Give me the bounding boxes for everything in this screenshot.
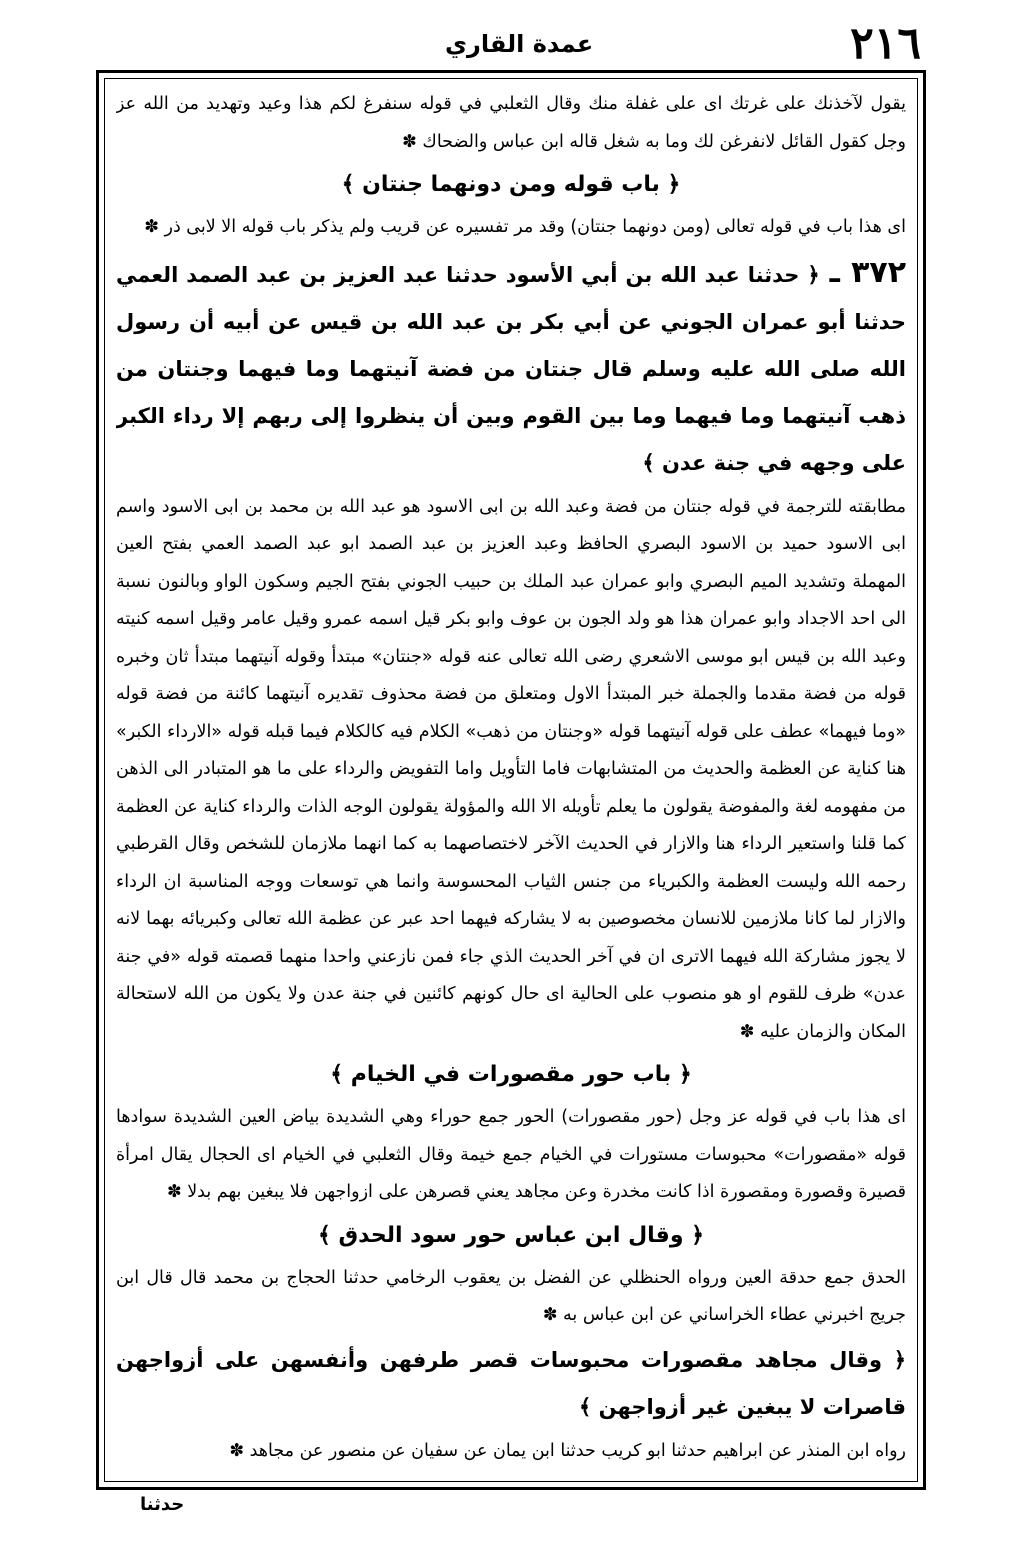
paragraph-commentary-4: اى هذا باب في قوله عز وجل (حور مقصورات) الحور جمع حوراء وهي الشديدة بياض العين الشديدة سوادها قوله «مقصورات» محبوسات مستورات في الخيام جمع خيمة وقال الثعلبي في الخيام اى الحجال يقال امرأة قصيرة وقصورة ومقصورة اذا كانت مخدرة وعن مجاهد يعني قصرهن على ازواجهن فلا يبغين بهم بدلا ✽	[116, 1107, 906, 1202]
running-title: عمدة القاري	[445, 30, 594, 58]
hadith-number: ٣٧٢ ـ	[829, 254, 906, 290]
page-header	[95, 18, 925, 68]
hadith-text-2: ﴿ وقال مجاهد مقصورات محبوسات قصر طرفهن وأنفسهن على أزواجهن قاصرات لا يبغين غير أزواجهن ﴾	[116, 1347, 906, 1419]
page-number: ٢١٦	[850, 18, 921, 69]
hadith-body: ﴿ حدثنا عبد الله بن أبي الأسود حدثنا عبد العزيز بن عبد الصمد العمي حدثنا أبو عمران الجوني عن أبي بكر بن عبد الله بن قيس عن أبيه أن رسول الله صلى الله عليه وسلم قال جنتان من فضة آنيتهما وما فيهما وجنتان من ذهب آنيتهما وما فيهما وما بين القوم وبين أن ينظروا إلى ربهم إلا رداء الكبر على وجهه في جنة عدن ﴾	[116, 262, 906, 475]
chapter-heading-3: ﴿ وقال ابن عباس حور سود الحدق ﴾	[317, 1222, 705, 1248]
paragraph-commentary-1: يقول لآخذنك على غرتك اى على غفلة منك وقال الثعلبي في قوله سنفرغ لكم هذا وعيد وتهديد من الله عز وجل كقول القائل لانفرغن لك وما به شغل قاله ابن عباس والضحاك ✽	[116, 94, 906, 152]
hadith-text-1	[116, 249, 906, 487]
page-body	[116, 86, 906, 1476]
paragraph-commentary-2: اى هذا باب في قوله تعالى (ومن دونهما جنتان) وقد مر تفسيره عن قريب ولم يذكر باب قوله الا لابى ذر ✽	[144, 217, 906, 237]
paragraph-commentary-3: مطابقته للترجمة في قوله جنتان من فضة وعبد الله بن ابى الاسود هو عبد الله بن محمد بن ابى الاسود واسم ابى الاسود حميد بن الاسود البصري الحافظ وعبد العزيز بن عبد الصمد ابو عبد الصمد العمي بفتح العين المهملة وتشديد الميم البصري وابو عمران عبد الملك بن حبيب الجوني بفتح الجيم وسكون الواو وبالنون نسبة الى احد الاجداد وابو عمران هذا هو ولد الجون بن عوف وابو بكر قيل اسمه عمرو وقيل عامر وقيل اسمه كنيته وعبد الله بن قيس ابو موسى الاشعري رضى الله تعالى عنه قوله «جنتان» مبتدأ وقوله آنيتهما مبتدأ ثان وخبره قوله من فضة مقدما والجملة خبر المبتدأ الاول ومتعلق من فضة محذوف تقديره آنيتهما كائنة من فضة قوله «وما فيهما» عطف على قوله آنيتهما قوله «وجنتان من ذهب» الكلام فيه كالكلام فيما قبله قوله «الارداء الكبر» هنا كناية عن العظمة والحديث من المتشابهات فاما التأويل واما التفويض والرداء على ما هو المتبادر الى الذهن من مفهومه لغة والمفوضة يقولون ما يعلم تأويله الا الله والمؤولة يقولون الوجه الذات والرداء كناية عن العظمة كما قلنا واستعير الرداء هنا والازار في الحديث الآخر لاختصاصهما به كما انهما ملازمان للشخص وقال القرطبي رحمه الله وليست العظمة والكبرياء من جنس الثياب المحسوسة وانما هي توسعات ووجه المناسبة ان الرداء والازار لما كانا ملازمين للانسان مخصوصين به لا يشاركه فيهما احد عبر عن عظمة الله تعالى وكبريائه بهما لانه لا يجوز مشاركة الله فيهما الاترى ان في آخر الحديث الذي جاء فمن نازعني واحدا منهما قصمته قوله «في جنة عدن» ظرف للقوم او هو منصوب على الحالية اى حال كونهم كائنين في جنة عدن ولا يكون من الله لاستحالة المكان والزمان عليه ✽	[116, 496, 906, 1042]
chapter-heading-1: ﴿ باب قوله ومن دونهما جنتان ﴾	[341, 172, 681, 197]
paragraph-commentary-5: الحدق جمع حدقة العين ورواه الحنظلي عن الفضل بن يعقوب الرخامي حدثنا الحجاج بن محمد قال قال ابن جريج اخبرني عطاء الخراساني عن ابن عباس به ✽	[116, 1267, 906, 1325]
catchword: حدثنا	[140, 1494, 185, 1515]
chapter-heading-2: ﴿ باب حور مقصورات في الخيام ﴾	[330, 1062, 692, 1087]
paragraph-commentary-6: رواه ابن المنذر عن ابراهيم حدثنا ابو كريب حدثنا ابن يمان عن سفيان عن منصور عن مجاهد ✽	[229, 1440, 906, 1461]
